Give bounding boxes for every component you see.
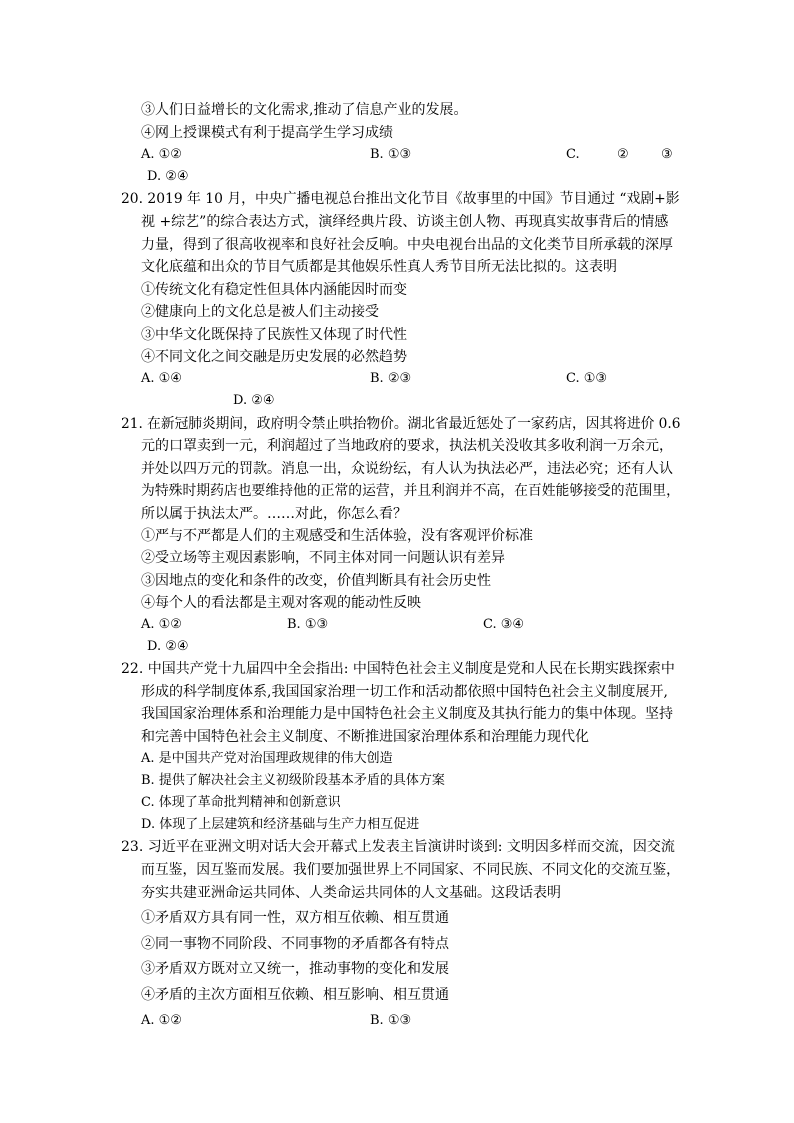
q22-stem-line-1: 22. 中国共产党十九届四中全会指出: 中国特色社会主义制度是党和人民在长期实践探索中 xyxy=(121,661,675,677)
q22-option-b: B. 提供了解决社会主义初级阶段基本矛盾的具体方案 xyxy=(141,773,445,788)
q21-stem-line-1: 21. 在新冠肺炎期间，政府明令禁止哄抬物价。湖北省最近惩处了一家药店，因其将进价 0.6 xyxy=(121,416,681,432)
q21-option-c: C. ③④ xyxy=(483,617,525,632)
q22-option-d: D. 体现了上层建筑和经济基础与生产力相互促进 xyxy=(141,817,420,832)
q23-stem-line-2: 而互鉴，因互鉴而发展。我们要加强世界上不同国家、不同民族、不同文化的交流互鉴， xyxy=(141,862,680,878)
q23-statement-3: ③矛盾双方既对立又统一，推动事物的变化和发展 xyxy=(141,961,449,977)
q21-stem-line-3: 并处以四万元的罚款。消息一出，众说纷纭，有人认为执法必严，违法必究；还有人认 xyxy=(141,461,673,477)
q23-statement-4: ④矛盾的主次方面相互依赖、相互影响、相互贯通 xyxy=(141,987,449,1003)
q21-option-b: B. ①③ xyxy=(287,617,329,632)
q20-statement-3: ③中华文化既保持了民族性又体现了时代性 xyxy=(141,327,407,343)
q20-option-c: C. ①③ xyxy=(566,371,608,386)
q21-stem-line-2: 元的口罩卖到一元，利润超过了当地政府的要求，执法机关没收其多收利润一万余元， xyxy=(141,438,673,454)
q22-stem-line-2: 形成的科学制度体系,我国国家治理一切工作和活动都依照中国特色社会主义制度展开, xyxy=(141,684,668,700)
q21-option-d: D. ②④ xyxy=(147,639,189,654)
q19-statement-4: ④网上授课模式有利于提高学生学习成绩 xyxy=(141,125,393,141)
q21-statement-1: ①严与不严都是人们的主观感受和生活体验，没有客观评价标准 xyxy=(141,528,533,544)
q20-stem-line-2: 视 +综艺”的综合表达方式，演绎经典片段、访谈主创人物、再现真实故事背后的情感 xyxy=(141,214,669,230)
q22-option-c: C. 体现了革命批判精神和创新意识 xyxy=(141,795,341,810)
q20-statement-4: ④不同文化之间交融是历史发展的必然趋势 xyxy=(141,349,407,365)
q23-statement-1: ①矛盾双方具有同一性，双方相互依赖、相互贯通 xyxy=(141,910,449,926)
q20-stem-line-4: 文化底蕴和出众的节目气质都是其他娱乐性真人秀节目所无法比拟的。这表明 xyxy=(141,259,617,275)
q19-option-d: D. ②④ xyxy=(147,169,189,184)
q21-stem-line-4: 为特殊时期药店也要维持他的正常的运营，并且利润并不高，在百姓能够接受的范围里， xyxy=(141,483,680,499)
q21-statement-4: ④每个人的看法都是主观对客观的能动性反映 xyxy=(141,595,421,611)
q19-option-a: A. ①② xyxy=(141,147,182,162)
q21-stem-line-5: 所以属于执法太严。……对此，你怎么看？ xyxy=(141,506,407,522)
q21-statement-3: ③因地点的变化和条件的改变，价值判断具有社会历史性 xyxy=(141,573,491,589)
q20-statement-2: ②健康向上的文化总是被人们主动接受 xyxy=(141,304,379,320)
q23-option-b: B. ①③ xyxy=(370,1013,412,1028)
q23-stem-line-3: 夯实共建亚洲命运共同体、人类命运共同体的人文基础。这段话表明 xyxy=(141,885,561,901)
q23-statement-2: ②同一事物不同阶段、不同事物的矛盾都各有特点 xyxy=(141,936,449,952)
q19-option-c-letter: C. xyxy=(566,147,580,162)
q20-option-d: D. ②④ xyxy=(233,393,275,408)
q19-statement-3: ③人们日益增长的文化需求,推动了信息产业的发展。 xyxy=(141,102,468,118)
q23-option-a: A. ①② xyxy=(141,1013,182,1028)
q20-statement-1: ①传统文化有稳定性但具体内涵能因时而变 xyxy=(141,282,407,298)
q23-stem-line-1: 23. 习近平在亚洲文明对话大会开幕式上发表主旨演讲时谈到: 文明因多样而交流，因交流 xyxy=(121,839,675,855)
q22-stem-line-4: 和完善中国特色社会主义制度、不断推进国家治理体系和治理能力现代化 xyxy=(141,729,589,745)
q20-option-b: B. ②③ xyxy=(370,371,412,386)
q19-option-b: B. ①③ xyxy=(370,147,412,162)
q19-option-c-second: ③ xyxy=(661,147,673,162)
q21-option-a: A. ①② xyxy=(141,617,182,632)
q20-stem-line-1: 20. 2019 年 10 月，中央广播电视总台推出文化节目《故事里的中国》节目通过 “戏剧+影 xyxy=(121,191,680,207)
q22-stem-line-3: 我国国家治理体系和治理能力是中国特色社会主义制度及其执行能力的集中体现。坚持 xyxy=(141,706,673,722)
q22-option-a: A. 是中国共产党对治国理政规律的伟大创造 xyxy=(141,751,393,766)
q19-option-c-first: ② xyxy=(617,147,629,162)
q20-stem-line-3: 力量，得到了很高收视率和良好社会反响。中央电视台出品的文化类节目所承载的深厚 xyxy=(141,237,673,253)
q20-option-a: A. ①④ xyxy=(141,371,182,386)
q21-statement-2: ②受立场等主观因素影响，不同主体对同一问题认识有差异 xyxy=(141,550,505,566)
